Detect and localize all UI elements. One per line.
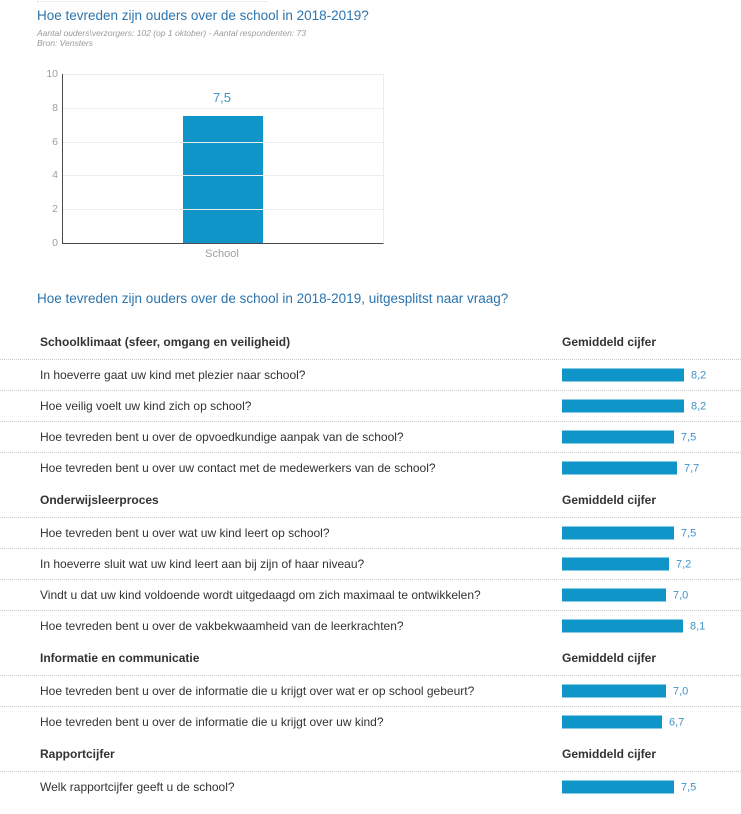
table-row: [0, 421, 741, 452]
question-text: Hoe tevreden bent u over de informatie die u krijgt over wat er op school gebeurt?: [40, 684, 475, 698]
score-bar: [562, 527, 674, 540]
section-header-row: [0, 737, 741, 771]
score-bar: [562, 781, 674, 794]
question-text: Hoe tevreden bent u over uw contact met de medewerkers van de school?: [40, 461, 436, 475]
split-by-question-title: Hoe tevreden zijn ouders over de school in 2018-2019, uitgesplitst naar vraag?: [37, 291, 509, 306]
page-title: Hoe tevreden zijn ouders over de school in 2018-2019?: [37, 8, 369, 23]
question-text: Hoe tevreden bent u over de informatie die u krijgt over uw kind?: [40, 715, 384, 729]
school-average-column-chart: [0, 0, 741, 270]
score-bar: [562, 431, 674, 444]
gridline: [63, 108, 383, 109]
x-axis-category-label: School: [205, 248, 239, 260]
column-header: Gemiddeld cijfer: [562, 651, 657, 665]
table-row: [0, 452, 741, 483]
table-row: [0, 771, 741, 802]
score-bar: [562, 589, 666, 602]
y-axis-tick-label: 0: [52, 237, 58, 249]
source-note: Bron: Vensters: [37, 38, 93, 49]
score-bar-group: [562, 781, 696, 794]
section-header-row: [0, 483, 741, 517]
score-value: 6,7: [669, 716, 685, 728]
score-value: 8,1: [690, 620, 706, 632]
gridline: [63, 142, 383, 143]
y-axis-tick-label: 6: [52, 135, 58, 148]
score-bar: [562, 369, 684, 382]
score-value: 7,5: [681, 781, 697, 793]
table-row: [0, 517, 741, 548]
school-bar-value-label: 7,5: [212, 90, 232, 105]
y-axis-tick-label: 4: [52, 169, 58, 182]
gridline: [63, 209, 383, 210]
score-value: 8,2: [691, 400, 707, 412]
score-value: 7,0: [673, 589, 689, 601]
y-axis-tick-label: 8: [52, 101, 58, 114]
score-bar-group: [562, 589, 688, 602]
score-bar-group: [562, 400, 706, 413]
question-text: Hoe tevreden bent u over de opvoedkundige aanpak van de school?: [40, 430, 404, 444]
gridline: [63, 175, 383, 176]
score-bar: [562, 620, 683, 633]
table-row: [0, 390, 741, 421]
score-bar: [562, 685, 666, 698]
table-row: [0, 610, 741, 641]
score-bar: [562, 462, 677, 475]
question-text: Welk rapportcijfer geeft u de school?: [40, 780, 235, 794]
column-header: Gemiddeld cijfer: [562, 493, 657, 507]
respondents-note: Aantal ouders\verzorgers: 102 (op 1 oktober) - Aantal respondenten: 73: [37, 28, 307, 38]
column-header: Gemiddeld cijfer: [562, 335, 657, 349]
question-text: Vindt u dat uw kind voldoende wordt uitgedaagd om zich maximaal te ontwikkelen?: [40, 588, 481, 602]
score-bar-group: [562, 716, 684, 729]
question-text: In hoeverre sluit wat uw kind leert aan bij zijn of haar niveau?: [40, 557, 365, 571]
gridline: [63, 74, 383, 75]
score-bar: [562, 558, 669, 571]
score-bar-group: [562, 431, 696, 444]
score-value: 7,5: [681, 527, 697, 539]
score-value: 7,5: [681, 431, 697, 443]
column-header: Gemiddeld cijfer: [562, 747, 657, 761]
score-bar: [562, 400, 684, 413]
score-bar-group: [562, 369, 706, 382]
question-text: Hoe tevreden bent u over wat uw kind leert op school?: [40, 526, 330, 540]
school-bar: [183, 116, 263, 243]
score-bar-group: [562, 685, 688, 698]
table-row: [0, 706, 741, 737]
section-header: Rapportcijfer: [40, 747, 115, 761]
section-header: Informatie en communicatie: [40, 651, 200, 665]
section-header: Onderwijsleerproces: [40, 493, 159, 507]
score-bar: [562, 716, 662, 729]
score-value: 7,0: [673, 685, 689, 697]
table-row: [0, 359, 741, 390]
y-axis-tick-label: 2: [52, 203, 58, 216]
section-header-row: [0, 325, 741, 359]
y-axis-tick-label: 10: [46, 68, 58, 80]
question-text: Hoe tevreden bent u over de vakbekwaamheid van de leerkrachten?: [40, 619, 404, 633]
score-bar-group: [562, 527, 696, 540]
score-bar-group: [562, 620, 705, 633]
section-header-row: [0, 641, 741, 675]
table-row: [0, 579, 741, 610]
score-value: 7,2: [676, 558, 692, 570]
score-value: 7,7: [684, 462, 700, 474]
question-score-table: [0, 325, 741, 802]
question-text: Hoe veilig voelt uw kind zich op school?: [40, 399, 252, 413]
score-bar-group: [562, 558, 691, 571]
score-bar-group: [562, 462, 699, 475]
table-row: [0, 675, 741, 706]
section-header: Schoolklimaat (sfeer, omgang en veiligheid): [40, 335, 291, 349]
question-text: In hoeverre gaat uw kind met plezier naar school?: [40, 368, 306, 382]
table-row: [0, 548, 741, 579]
score-value: 8,2: [691, 369, 707, 381]
